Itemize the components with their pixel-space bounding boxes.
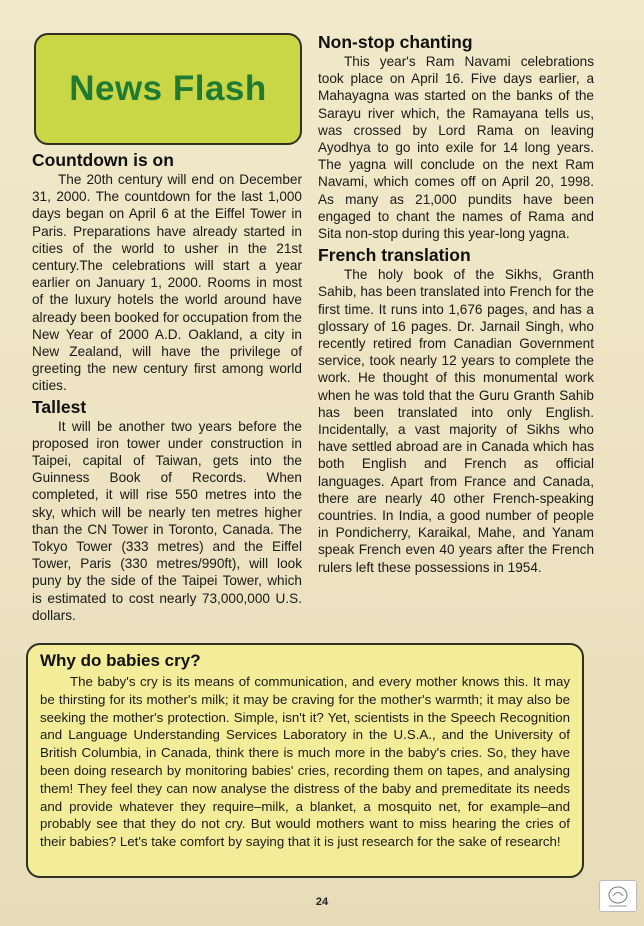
chanting-body: This year's Ram Navami celebrations took place on April 16. Five days earlier, a Mahayagna was started on the banks of the Sarayu river which, the Ramayana tells us, was crossed by Lord Rama on leaving Ayodhya to go into exile for 14 long years. The yagna will conclude on the next Ram Navami, which comes off on April 20, 1998. As many as 21,000 pundits have been engaged to chant the names of Rama and Sita non-stop during this year-long yagna.: [318, 54, 594, 242]
babies-body: The baby's cry is its means of communication, and every mother knows this. It may be thirsting for its mother's milk; it may be craving for the mother's warmth; it may also be seeking the mother's protection. Simple, isn't it? Yet, scientists in the Speech Recognition and Language Understanding Services Laboratory in the U.S.A., and the University of British Columbia, in Canada, think there is much more in the baby's cries. So, they have been doing research by monitoring babies' cries, recording them on tapes, and analysing them! They feel they can now analyse the distress of the baby and premeditate its needs and provide whatever they require–milk, a blanket, a mosquito net, for example–and probably see that they do not cry. But would mothers want to miss hearing the cries of their babies? Let's take comfort by saying that it is just research for the sake of research!: [40, 674, 570, 850]
left-column: [32, 150, 302, 624]
publisher-emblem: [599, 880, 637, 912]
tallest-heading: Tallest: [32, 396, 87, 417]
tallest-body: It will be another two years before the proposed iron tower under construction in Taipei, capital of Taiwan, gets into the Guinness Book of Records. When completed, it will rise 550 metres into the sky, which will be nearly ten metres higher than the CN Tower in Toronto, Canada. The Tokyo Tower (333 metres) and the Eiffel Tower, Paris (330 metres/990ft), will look puny by the side of the Taipei Tower, which is estimated to cost nearly 73,000,000 U.S. dollars.: [32, 418, 302, 623]
countdown-body: The 20th century will end on December 31, 2000. The countdown for the last 1,000 days began on April 6 at the Eiffel Tower in Paris. Preparations have already started in cities of the world to usher in the 21st century.The celebrations will start a year earlier on January 1, 2000. Rooms in most of the luxury hotels the world around have already been booked for occupation from the New Year of 2000 A.D. Oakland, a city in New Zealand, will have the privilege of greeting the new century first among world cities.: [32, 172, 302, 394]
chanting-article: [318, 32, 594, 242]
countdown-article: [32, 150, 302, 395]
tallest-article: [32, 397, 302, 624]
news-flash-title: News Flash: [69, 69, 267, 108]
chanting-heading: Non-stop chanting: [318, 32, 473, 52]
news-flash-banner: [34, 33, 302, 145]
emblem-icon: [600, 881, 636, 911]
countdown-heading: Countdown is on: [32, 150, 174, 170]
french-heading: French translation: [318, 245, 471, 266]
right-column: [318, 32, 594, 576]
babies-heading: Why do babies cry?: [40, 651, 201, 670]
page-number: 24: [315, 896, 329, 908]
babies-article-box: [26, 643, 584, 878]
french-article: [318, 245, 594, 576]
french-body: The holy book of the Sikhs, Granth Sahib, has been translated into French for the first time. It runs into 1,676 pages, and has a glossary of 16 pages. Dr. Jarnail Singh, who recently retired from Canadian Government service, took nearly 12 years to complete the work. He thought of this monumental work when he was told that the Guru Granth Sahib has been translated into only English. Incidentally, a vast majority of Sikhs who have settled abroad are in Canada which has both English and French as official languages. Apart from France and Canada, there are nearly 40 other French-speaking countries. In India, a good number of people in Pondicherry, Karaikal, Mahe, and Yanam speak French even 40 years after the French rulers left these possessions in 1954.: [318, 267, 594, 575]
